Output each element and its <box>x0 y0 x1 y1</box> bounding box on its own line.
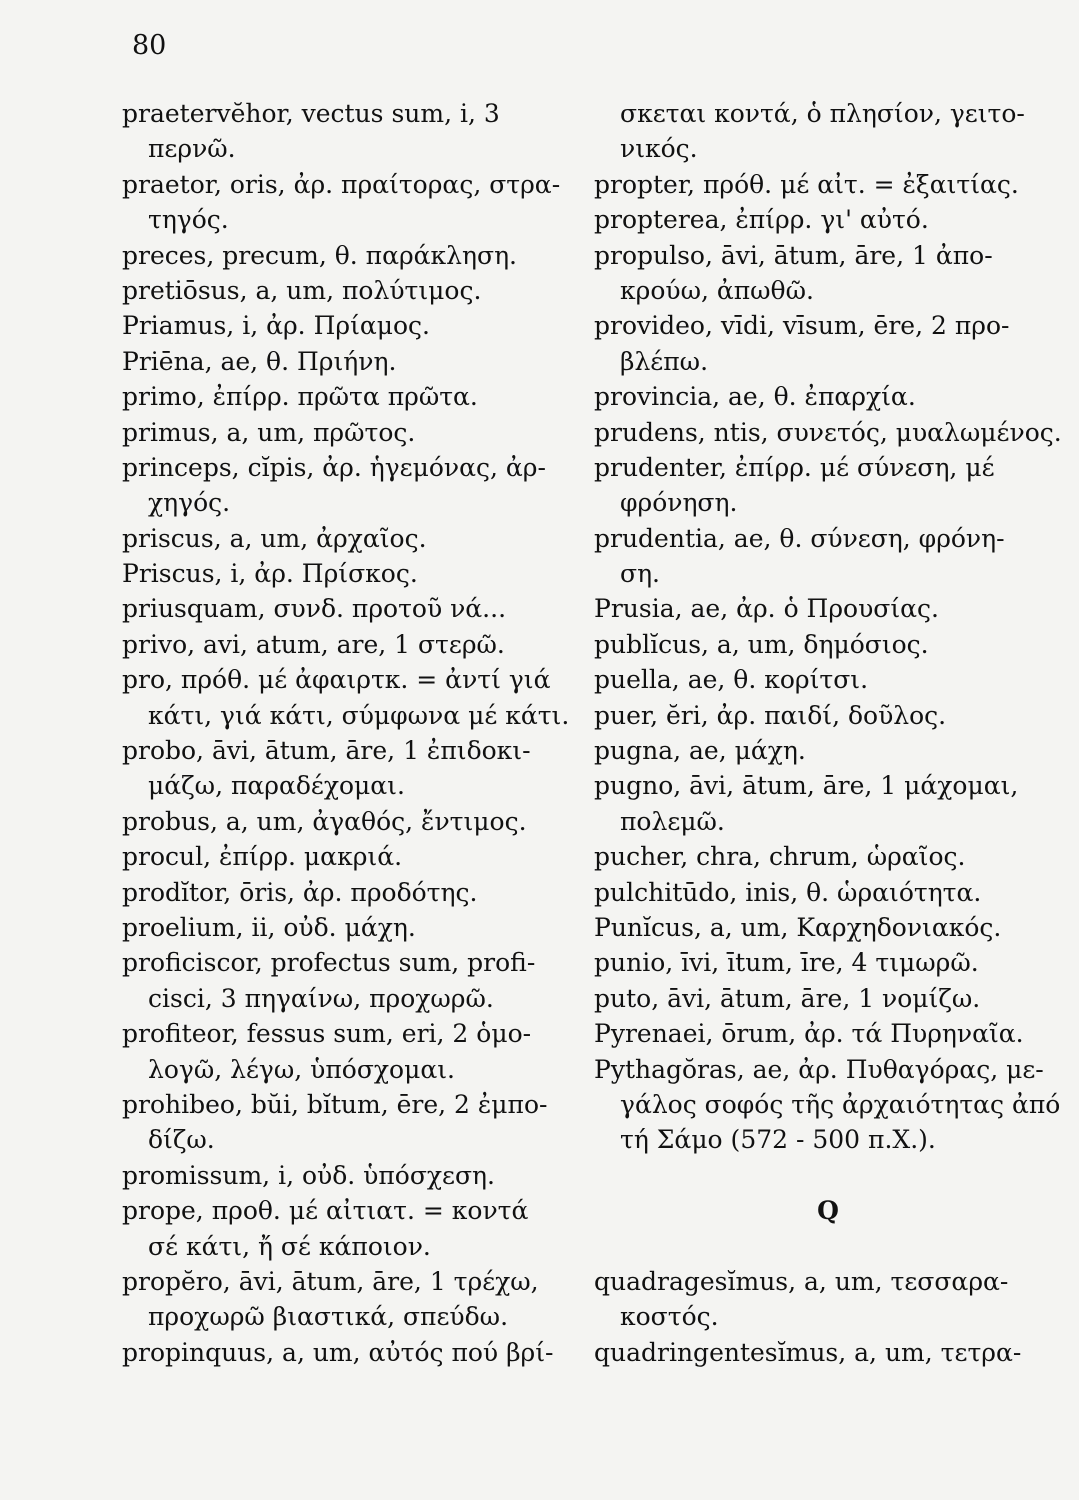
dictionary-line: primus, a, um, πρῶτος. <box>122 417 416 447</box>
dictionary-line: pulchitūdo, inis, θ. ὡραιότητα. <box>594 877 982 907</box>
dictionary-line: proficiscor, profectus sum, profi- <box>122 948 536 978</box>
dictionary-line: τηγός. <box>148 205 229 235</box>
dictionary-line: probus, a, um, ἀγαθός, ἔντιμος. <box>122 806 527 836</box>
dictionary-line: prudentia, ae, θ. σύνεση, φρόνη- <box>594 523 1005 553</box>
dictionary-line: πολεμῶ. <box>620 806 725 836</box>
dictionary-line: ση. <box>620 559 660 589</box>
dictionary-line: κάτι, γιά κάτι, σύμφωνα μέ κάτι. <box>148 700 570 730</box>
dictionary-line: κοστός. <box>620 1302 719 1332</box>
dictionary-line: propter, πρόθ. μέ αἰτ. = ἐξαιτίας. <box>594 169 1019 199</box>
dictionary-line: prudenter, ἐπίρρ. μέ σύνεση, μέ <box>594 452 995 482</box>
dictionary-line: Priamus, i, ἀρ. Πρίαμος. <box>122 311 430 341</box>
dictionary-line: τή Σάμο (572 - 500 π.Χ.). <box>620 1125 936 1155</box>
dictionary-line: propterea, ἐπίρρ. γι' αὐτό. <box>594 205 929 235</box>
dictionary-line: praetor, oris, ἀρ. πραίτορας, στρα- <box>122 169 561 199</box>
dictionary-line: propulso, āvi, ātum, āre, 1 ἀπο- <box>594 240 993 270</box>
dictionary-line: quadringentesĭmus, a, um, τετρα- <box>594 1337 1022 1367</box>
dictionary-line: prohibeo, bŭi, bĭtum, ēre, 2 ἐμπο- <box>122 1089 548 1119</box>
dictionary-line: φρόνηση. <box>620 488 738 518</box>
dictionary-line <box>594 1229 1032 1264</box>
dictionary-line: pretiōsus, a, um, πολύτιμος. <box>122 275 482 305</box>
dictionary-line: prudens, ntis, συνετός, μυαλωμένος. <box>594 417 1062 447</box>
dictionary-line: pugna, ae, μάχη. <box>594 736 806 766</box>
dictionary-line: κρούω, ἀπωθῶ. <box>620 275 814 305</box>
right-column <box>594 96 1062 1370</box>
dictionary-line: Prusia, ae, ἀρ. ὁ Προυσίας. <box>594 594 940 624</box>
dictionary-line: quadragesĭmus, a, um, τεσσαρα- <box>594 1266 1009 1296</box>
dictionary-line: Pyrenaei, ōrum, ἀρ. τά Πυρηναῖα. <box>594 1019 1024 1049</box>
dictionary-line: proelium, ii, οὐδ. μάχη. <box>122 912 416 942</box>
dictionary-line: prope, προθ. μέ αἰτιατ. = κοντά <box>122 1196 529 1226</box>
dictionary-line: procul, ἐπίρρ. μακριά. <box>122 842 403 872</box>
dictionary-line: cisci, 3 πηγαίνω, προχωρῶ. <box>148 983 494 1013</box>
dictionary-line: provideo, vīdi, vīsum, ēre, 2 προ- <box>594 311 1010 341</box>
left-column <box>122 96 570 1370</box>
dictionary-line: primo, ἐπίρρ. πρῶτα πρῶτα. <box>122 382 478 412</box>
dictionary-line: Priēna, ae, θ. Πριήνη. <box>122 346 397 376</box>
dictionary-line: pugno, āvi, ātum, āre, 1 μάχομαι, <box>594 771 1019 801</box>
dictionary-line: γάλος σοφός τῆς ἀρχαιότητας ἀπό <box>620 1089 1061 1119</box>
dictionary-line: priusquam, συνδ. προτοῦ νά... <box>122 594 507 624</box>
dictionary-line: probo, āvi, ātum, āre, 1 ἐπιδοκι- <box>122 736 531 766</box>
dictionary-line: περνῶ. <box>148 134 236 164</box>
dictionary-line: propĕro, āvi, ātum, āre, 1 τρέχω, <box>122 1266 539 1296</box>
dictionary-line: propinquus, a, um, αὐτός πού βρί- <box>122 1337 554 1367</box>
dictionary-line: puella, ae, θ. κορίτσι. <box>594 665 869 695</box>
dictionary-line: preces, precum, θ. παράκληση. <box>122 240 517 270</box>
dictionary-line: pro, πρόθ. μέ ἀφαιρτκ. = ἀντί γιά <box>122 665 551 695</box>
dictionary-line: puer, ĕri, ἀρ. παιδί, δοῦλος. <box>594 700 947 730</box>
dictionary-line: puto, āvi, ātum, āre, 1 νομίζω. <box>594 983 981 1013</box>
dictionary-line: Priscus, i, ἀρ. Πρίσκος. <box>122 559 418 589</box>
dictionary-line: σκεται κοντά, ὁ πλησίον, γειτο- <box>620 99 1025 128</box>
dictionary-line: χηγός. <box>148 488 231 518</box>
dictionary-line <box>594 1158 1032 1193</box>
dictionary-line: provincia, ae, θ. ἐπαρχία. <box>594 382 916 412</box>
dictionary-line: privo, avi, atum, are, 1 στερῶ. <box>122 629 505 659</box>
dictionary-line: νικός. <box>620 134 698 164</box>
dictionary-line: προχωρῶ βιαστικά, σπεύδω. <box>148 1302 509 1332</box>
dictionary-line: Pythagŏras, ae, ἀρ. Πυθαγόρας, με- <box>594 1054 1044 1084</box>
dictionary-line: pucher, chra, chrum, ὡραῖος. <box>594 842 966 872</box>
dictionary-line: μάζω, παραδέχομαι. <box>148 771 405 801</box>
dictionary-line: λογῶ, λέγω, ὑπόσχομαι. <box>148 1054 455 1084</box>
dictionary-line: punio, īvi, ītum, īre, 4 τιμωρῶ. <box>594 948 979 978</box>
dictionary-line: praetervĕhor, vectus sum, i, 3 <box>122 99 500 128</box>
dictionary-line: princeps, cĭpis, ἀρ. ἡγεμόνας, ἀρ- <box>122 452 546 482</box>
section-letter: Q <box>817 1196 839 1226</box>
dictionary-line: priscus, a, um, ἀρχαῖος. <box>122 523 427 553</box>
dictionary-line: σέ κάτι, ἤ σέ κάποιον. <box>148 1231 431 1261</box>
dictionary-line: βλέπω. <box>620 346 709 376</box>
page-number: 80 <box>132 30 167 61</box>
dictionary-line: publĭcus, a, um, δημόσιος. <box>594 629 929 659</box>
dictionary-line: Punĭcus, a, um, Καρχηδονιακός. <box>594 912 1002 942</box>
dictionary-line: profiteor, fessus sum, eri, 2 ὁμο- <box>122 1019 532 1049</box>
dictionary-line: promissum, i, οὐδ. ὑπόσχεση. <box>122 1160 495 1190</box>
dictionary-line: prodĭtor, ōris, ἀρ. προδότης. <box>122 877 478 907</box>
dictionary-line: δίζω. <box>148 1125 215 1155</box>
